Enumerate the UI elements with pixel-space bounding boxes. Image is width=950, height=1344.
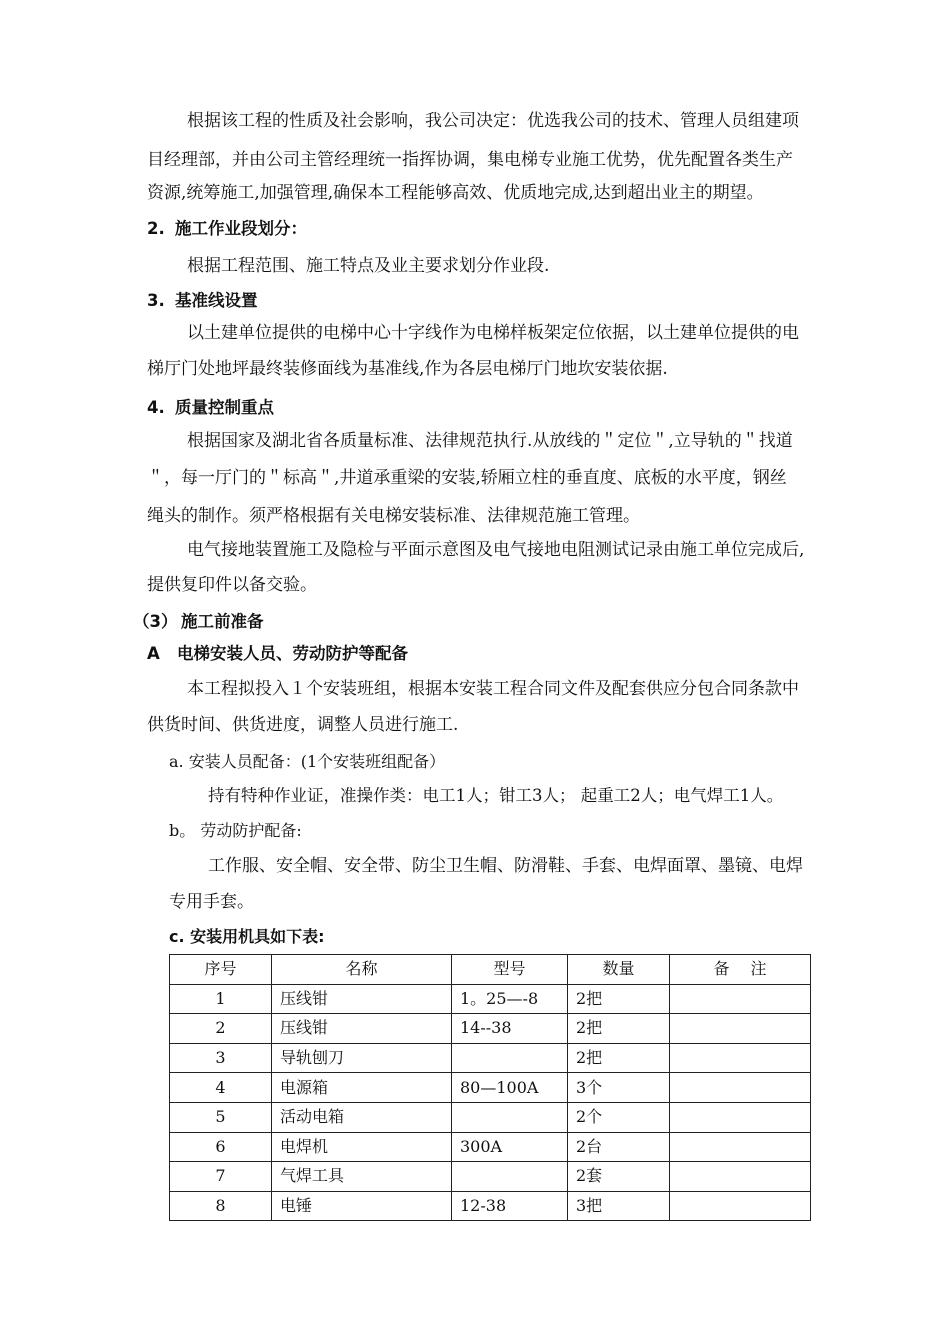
section-4-heading xyxy=(147,397,274,419)
cell-name: 电焊机 xyxy=(272,1132,452,1162)
sub-c-label: c. 安装用机具如下表: xyxy=(169,927,325,946)
cell-quantity: 3把 xyxy=(568,1191,670,1221)
section-4-title: 质量控制重点 xyxy=(175,398,274,417)
cell-name: 电源箱 xyxy=(272,1073,452,1103)
cell-quantity: 2把 xyxy=(568,984,670,1014)
prep-heading xyxy=(133,611,264,633)
cell-quantity: 2个 xyxy=(568,1102,670,1132)
cell-index: 6 xyxy=(170,1132,272,1162)
section-4-body2-line-1: 电气接地装置施工及隐检与平面示意图及电气接地电阻测试记录由施工单位完成后, xyxy=(187,540,805,560)
section-3-number: 3. xyxy=(147,291,165,310)
cell-index: 8 xyxy=(170,1191,272,1221)
cell-remarks xyxy=(670,1191,811,1221)
cell-remarks xyxy=(670,1162,811,1192)
a-number: A xyxy=(147,644,160,663)
cell-remarks xyxy=(670,984,811,1014)
a-body-line-1: 本工程拟投入１个安装班组，根据本安装工程合同文件及配套供应分包合同条款中 xyxy=(187,679,799,699)
cell-name: 气焊工具 xyxy=(272,1162,452,1192)
intro-line-1: 根据该工程的性质及社会影响，我公司决定：优选我公司的技术、管理人员组建项 xyxy=(187,111,799,131)
sub-a-body: 持有特种作业证，准操作类：电工1人；钳工3人； 起重工2人；电气焊工1人。 xyxy=(208,786,784,805)
a-heading xyxy=(147,643,408,665)
cell-name: 活动电箱 xyxy=(272,1102,452,1132)
header-quantity: 数量 xyxy=(568,955,670,985)
cell-name: 压线钳 xyxy=(272,1014,452,1044)
cell-remarks xyxy=(670,1102,811,1132)
cell-name: 压线钳 xyxy=(272,984,452,1014)
cell-index: 5 xyxy=(170,1102,272,1132)
table-row xyxy=(170,1191,811,1221)
cell-remarks xyxy=(670,1043,811,1073)
table-row xyxy=(170,1073,811,1103)
cell-quantity: 3个 xyxy=(568,1073,670,1103)
cell-index: 1 xyxy=(170,984,272,1014)
table-row xyxy=(170,1102,811,1132)
section-3-title: 基准线设置 xyxy=(175,291,258,310)
cell-model xyxy=(452,1162,568,1192)
intro-line-2: 目经理部，并由公司主管经理统一指挥协调，集电梯专业施工优势，优先配置各类生产 xyxy=(147,150,793,170)
cell-quantity: 2把 xyxy=(568,1014,670,1044)
sub-b-label: b。 劳动防护配备: xyxy=(169,821,302,840)
cell-quantity: 2套 xyxy=(568,1162,670,1192)
table-header-row xyxy=(170,955,811,985)
cell-index: 4 xyxy=(170,1073,272,1103)
a-body-line-2: 供货时间、供货进度，调整人员进行施工. xyxy=(147,715,459,735)
sub-a-label: a. 安装人员配备：(1个安装班组配备） xyxy=(169,752,446,771)
cell-index: 7 xyxy=(170,1162,272,1192)
section-3-body-line-2: 梯厅门处地坪最终装修面线为基准线,作为各层电梯厅门地坎安装依据. xyxy=(147,359,668,379)
table-row xyxy=(170,1014,811,1044)
section-2-heading xyxy=(147,218,307,240)
section-2-title: 施工作业段划分： xyxy=(175,219,307,238)
header-name: 名称 xyxy=(272,955,452,985)
sub-b-body-line-1: 工作服、安全帽、安全带、防尘卫生帽、防滑鞋、手套、电焊面罩、墨镜、电焊 xyxy=(208,856,803,876)
table-row xyxy=(170,984,811,1014)
table-row xyxy=(170,1043,811,1073)
cell-name: 电锤 xyxy=(272,1191,452,1221)
cell-remarks xyxy=(670,1073,811,1103)
a-title: 电梯安装人员、劳动防护等配备 xyxy=(177,644,408,663)
cell-model xyxy=(452,1043,568,1073)
section-4-number: 4. xyxy=(147,398,165,417)
cell-model: 1。25—-8 xyxy=(452,984,568,1014)
cell-remarks xyxy=(670,1014,811,1044)
prep-number: （3） xyxy=(133,612,178,631)
cell-model: 14--38 xyxy=(452,1014,568,1044)
cell-name: 导轨刨刀 xyxy=(272,1043,452,1073)
header-model: 型号 xyxy=(452,955,568,985)
section-2-body: 根据工程范围、施工特点及业主要求划分作业段. xyxy=(187,256,550,276)
section-4-body-line-2: ＂，每一厅门的＂标高＂,井道承重梁的安装,轿厢立柱的垂直度、底板的水平度，钢丝 xyxy=(147,468,787,488)
table-row xyxy=(170,1162,811,1192)
cell-model: 12-38 xyxy=(452,1191,568,1221)
section-4-body2-line-2: 提供复印件以备交验。 xyxy=(147,575,317,595)
section-2-number: 2. xyxy=(147,219,165,238)
cell-model xyxy=(452,1102,568,1132)
cell-quantity: 2把 xyxy=(568,1043,670,1073)
section-4-body-line-1: 根据国家及湖北省各质量标准、法律规范执行.从放线的＂定位＂,立导轨的＂找道 xyxy=(187,431,793,451)
prep-title: 施工前准备 xyxy=(181,612,264,631)
cell-model: 80—100A xyxy=(452,1073,568,1103)
cell-quantity: 2台 xyxy=(568,1132,670,1162)
intro-line-3: 资源,统筹施工,加强管理,确保本工程能够高效、优质地完成,达到超出业主的期望。 xyxy=(147,183,764,203)
sub-b-body-line-2: 专用手套。 xyxy=(169,892,254,912)
section-3-heading xyxy=(147,290,258,312)
cell-remarks xyxy=(670,1132,811,1162)
table-row xyxy=(170,1132,811,1162)
tools-table xyxy=(169,954,811,1221)
cell-model: 300A xyxy=(452,1132,568,1162)
cell-index: 2 xyxy=(170,1014,272,1044)
header-index: 序号 xyxy=(170,955,272,985)
cell-index: 3 xyxy=(170,1043,272,1073)
section-4-body-line-3: 绳头的制作。须严格根据有关电梯安装标准、法律规范施工管理。 xyxy=(147,506,640,526)
header-remarks: 备 注 xyxy=(670,955,811,985)
section-3-body-line-1: 以土建单位提供的电梯中心十字线作为电梯样板架定位依据，以土建单位提供的电 xyxy=(187,323,799,343)
